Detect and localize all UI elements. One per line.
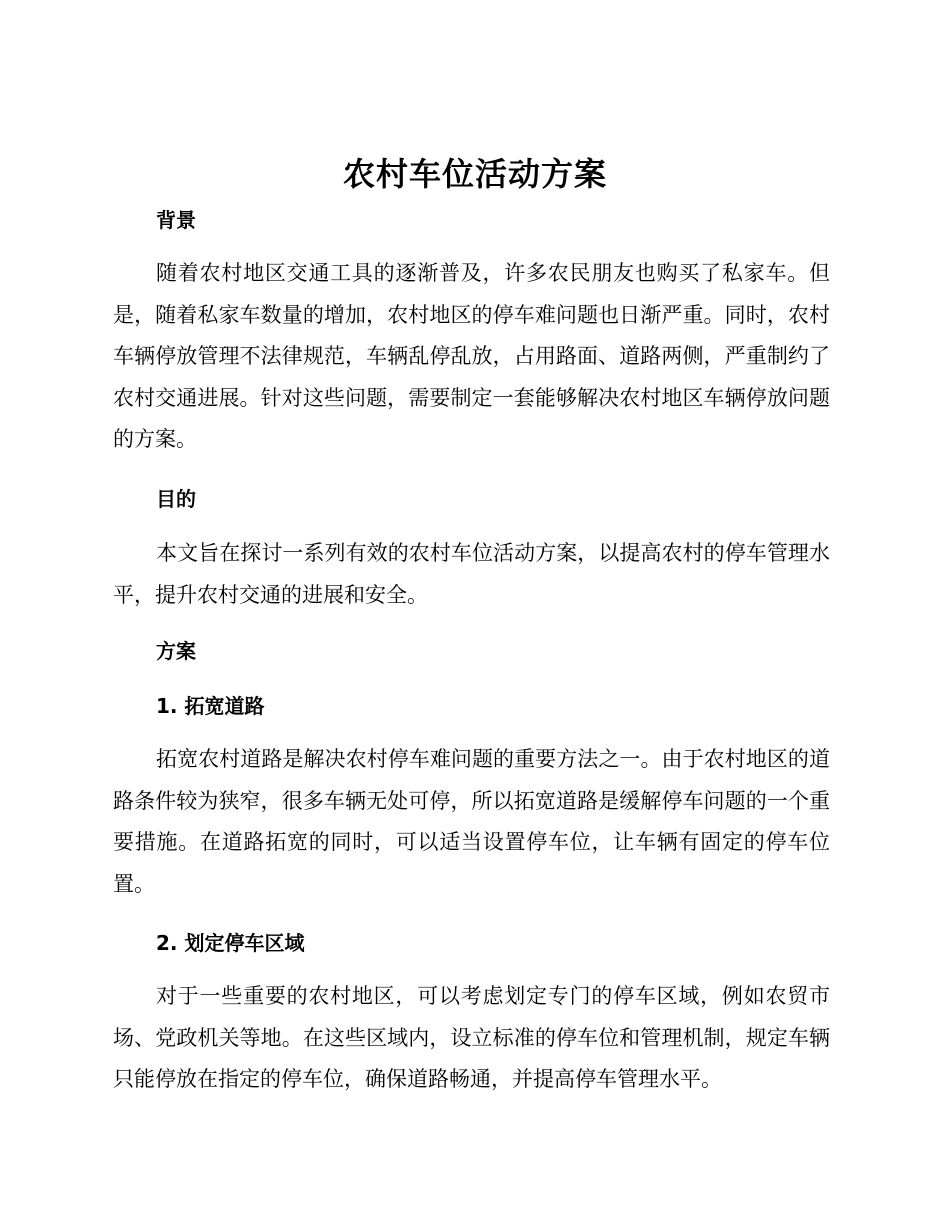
section-heading-plan: 方案 xyxy=(156,639,196,663)
section-heading-purpose: 目的 xyxy=(156,487,196,511)
section-heading-background: 背景 xyxy=(156,208,196,232)
background-paragraph: 随着农村地区交通工具的逐渐普及，许多农民朋友也购买了私家车。但是，随着私家车数量的增加，农村地区的停车难问题也日渐严重。同时，农村车辆停放管理不法律规范，车辆乱停乱放，占用路面、道路两侧，严重制约了农村交通进展。针对这些问题，需要制定一套能够解决农村地区车辆停放问题的方案。 xyxy=(113,261,830,451)
subsection-heading-parking-zones: 2. 划定停车区域 xyxy=(156,931,305,955)
widen-roads-paragraph: 拓宽农村道路是解决农村停车难问题的重要方法之一。由于农村地区的道路条件较为狭窄，很多车辆无处可停，所以拓宽道路是缓解停车问题的一个重要措施。在道路拓宽的同时，可以适当设置停车位，让车辆有固定的停车位置。 xyxy=(113,747,830,896)
parking-zones-paragraph: 对于一些重要的农村地区，可以考虑划定专门的停车区域，例如农贸市场、党政机关等地。在这些区域内，设立标准的停车位和管理机制，规定车辆只能停放在指定的停车位，确保道路畅通，并提高停车管理水平。 xyxy=(113,984,830,1091)
subsection-heading-widen-roads: 1. 拓宽道路 xyxy=(156,694,265,718)
purpose-paragraph: 本文旨在探讨一系列有效的农村车位活动方案，以提高农村的停车管理水平，提升农村交通的进展和安全。 xyxy=(113,541,830,607)
document-title: 农村车位活动方案 xyxy=(342,155,607,193)
